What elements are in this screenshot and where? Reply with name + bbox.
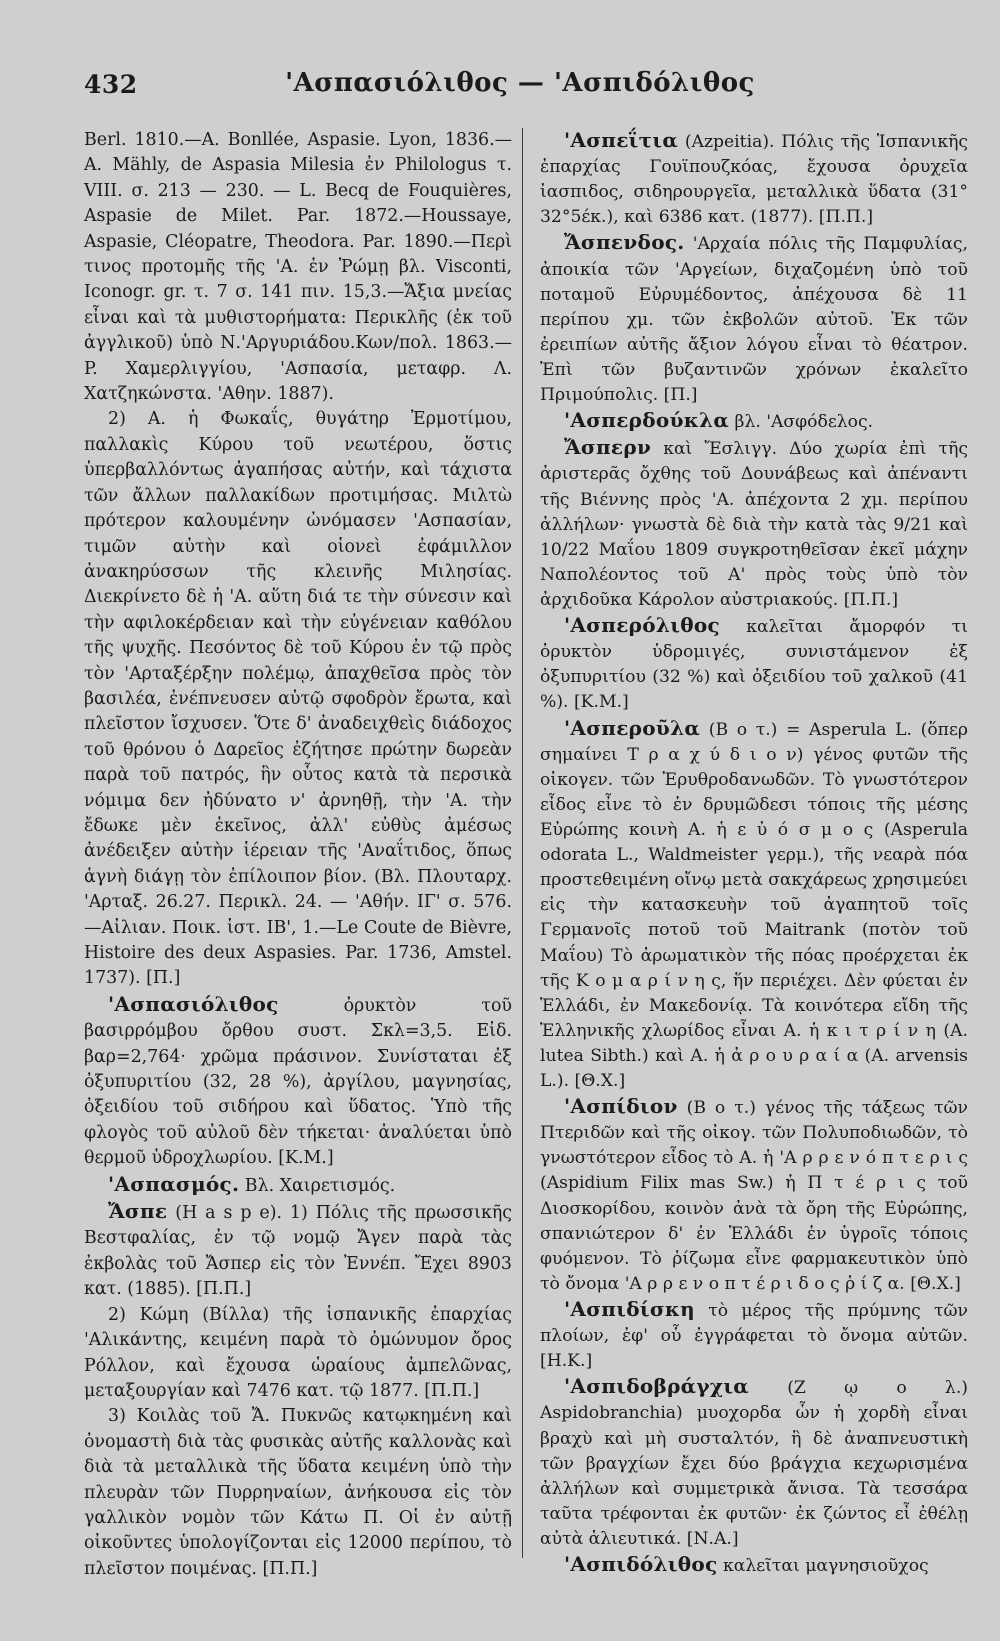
dictionary-entry: [540, 1297, 968, 1374]
dictionary-entry: [540, 1374, 968, 1552]
dictionary-entry: [84, 1172, 512, 1199]
entry-text: καὶ Ἔσλιγγ. Δύο χωρία ἐπὶ τῆς ἀριστερᾶς ὄχθης τοῦ Δουνάβεως καὶ ἀπέναντι τῆς Βιέννης πρὸς 'Α. ἀπέχοντα 2 χμ. περίπου ἀλλήλων· γνωστὰ δὲ διὰ τὴν κατὰ τὰς 9/21 καὶ 10/22 Μαΐου 1809 συγκροτηθεῖσαν ἐκεῖ μάχην Ναπολέοντος τοῦ Α' πρὸς τοὺς ὑπὸ τὸν ἀρχιδοῦκα Κάρολον αὐστριακούς. [Π.Π.]: [540, 439, 968, 610]
entry-headword: Ἄσπενδος.: [564, 230, 685, 255]
entry-headword: 'Ασπασμός.: [108, 1171, 240, 1196]
dictionary-entry: [84, 128, 512, 407]
running-head: [84, 62, 956, 102]
dictionary-entry: [540, 1094, 968, 1297]
entry-text: 2) Κώμη (Βίλλα) τῆς ἱσπανικῆς ἐπαρχίας 'Αλικάντης, κειμένη παρὰ τὸ ὁμώνυμον ὄρος Ρόλλον, καὶ ἔχουσα ὡραίους ἀμπελῶνας, μεταξουργίαν καὶ 7476 κατ. τῷ 1877. [Π.Π.]: [84, 1304, 512, 1401]
entry-headword: Ἄσπε: [108, 1199, 168, 1224]
entry-headword: 'Ασπιδίσκη: [564, 1297, 695, 1322]
entry-headword: 'Ασπιδοβράγχια: [564, 1374, 749, 1399]
left-column: [84, 128, 512, 1582]
header-title: 'Ασπασιόλιθος — 'Ασπιδόλιθος: [285, 68, 755, 98]
entry-headword: 'Ασπιδόλιθος: [564, 1552, 718, 1577]
entry-text: (H a s p e). 1) Πόλις τῆς πρωσσικῆς Βεστφαλίας, ἐν τῷ νομῷ Ἄγεν παρὰ τὰς ἐκβολὰς τοῦ Ἄσπερ εἰς τὸν Ἐννέπ. Ἔχει 8903 κατ. (1885). [Π.Π.]: [84, 1203, 512, 1300]
dictionary-entry: [540, 435, 968, 613]
right-column: [540, 128, 968, 1579]
entry-text: Βλ. Χαιρετισμός.: [239, 1175, 396, 1196]
dictionary-entry: [540, 1552, 968, 1579]
entry-text: Berl. 1810.—A. Bonllée, Aspasie. Lyon, 1836.—A. Mähly, de Aspasia Milesia ἐν Philologus τ. VIII. σ. 213 — 230. — L. Becq de Fouquières, Aspasie de Milet. Par. 1872.—Houssaye, Aspasie, Cléopatre, Theodora. Par. 1890.—Περὶ τινος προτομῆς τῆς 'Α. ἐν Ῥώμῃ βλ. Visconti, Iconogr. gr. τ. 7 σ. 141 πιν. 15,3.—Ἄξια μνείας εἶναι καὶ τὰ μυθιστορήματα: Περικλῆς (ἐκ τοῦ ἀγγλικοῦ) ὑπὸ Ν.'Αργυριάδου.Κων/πολ. 1863.—P. Χαμερλιγγίου, 'Ασπασία, μεταφρ. Λ. Χατζηκώνστα. 'Αθην. 1887).: [84, 130, 512, 405]
entry-text: τὸ μέρος τῆς πρύμνης τῶν πλοίων, ἐφ' οὗ ἐγγράφεται τὸ ὄνομα αὐτῶν. [Η.Κ.]: [540, 1301, 968, 1372]
dictionary-entry: [540, 128, 968, 230]
entry-text: 3) Κοιλὰς τοῦ Ἄ. Πυκνῶς κατῳκημένη καὶ ὀνομαστὴ διὰ τὰς φυσικὰς αὐτῆς καλλονὰς καὶ διὰ τὰ μεταλλικὰ τῆς ὕδατα κειμένη ὑπὸ τὴν πλευρὰν τῶν Πυρρηναίων, ἀνήκουσα εἰς τὸν γαλλικὸν νομὸν τῶν Κάτω Π. Οἱ ἐν αὐτῇ οἰκοῦντες ὑπολογίζονται εἰς 12000 περίπου, τὸ πλεῖστον ποιμένας. [Π.Π.]: [84, 1406, 512, 1579]
entry-text: ὀρυκτὸν τοῦ βασιρρόμβου ὄρθου συστ. Σκλ=3,5. Εἰδ. βαρ=2,764· χρῶμα πράσινον. Συνίσταται ἐξ ὀξυπυριτίου (32, 28 %), ἀργίλου, μαγνησίας, ὀξειδίου τοῦ σιδήρου καὶ ὕδατος. Ὑπὸ τῆς φλογὸς τοῦ αὐλοῦ δὲν τήκεται· ἀναλύεται ὑπὸ θερμοῦ ὑδροχλωρίου. [Κ.Μ.]: [84, 995, 512, 1169]
entry-text: βλ. 'Ασφόδελος.: [729, 412, 874, 433]
dictionary-entry: [540, 230, 968, 408]
entry-text: 'Αρχαία πόλις τῆς Παμφυλίας, ἀποικία τῶν 'Αργείων, διχαζομένη ὑπὸ τοῦ ποταμοῦ Εὐρυμέδοντος, ἀπέχουσα δὲ 11 περίπου χμ. τῶν ἐκβολῶν αὐτοῦ. Ἐκ τῶν ἐρειπίων αὐτῆς ἄξιον λόγου εἶναι τὸ θέατρον. Ἐπὶ τῶν βυζαντινῶν χρόνων ἐκαλεῖτο Πριμούπολις. [Π.]: [540, 234, 968, 406]
dictionary-entry: [540, 613, 968, 715]
entry-headword: 'Ασπεροῦλα: [564, 715, 701, 740]
entry-text: καλεῖται μαγνησιοῦχος: [717, 1556, 929, 1577]
dictionary-entry: [84, 1404, 512, 1582]
entry-headword: 'Ασπερόλιθος: [564, 613, 720, 638]
dictionary-entry: [540, 716, 968, 1095]
entry-headword: 'Ασπεΐτια: [564, 128, 679, 152]
entry-text: (Azpeitia). Πόλις τῆς Ἱσπανικῆς ἐπαρχίας Γουϊπουζκόας, ἔχουσα ὀρυχεῖα ἰασπιδος, σιδηρουργεῖα, μεταλλικὰ ὕδατα (31° 32°5έκ.), καὶ 6386 κατ. (1877). [Π.Π.]: [540, 132, 968, 228]
entry-headword: Ἄσπερν: [564, 435, 652, 460]
dictionary-entry: [84, 407, 512, 991]
entry-text: 2) Α. ἡ Φωκαΐς, θυγάτηρ Ἑρμοτίμου, παλλακὶς Κύρου τοῦ νεωτέρου, ὅστις ὑπερβαλλόντως ἀγαπήσας αὐτήν, καὶ τάχιστα τῶν ἄλλων παλλακίδων προτιμήσας. Μιλτὼ πρότερον καλουμένην ὠνόμασεν 'Ασπασίαν, τιμῶν αὐτὴν καὶ οἱονεὶ ἐφάμιλλον ἀνακηρύσσων τῆς κλεινῆς Μιλησίας. Διεκρίνετο δὲ ἡ 'Α. αὕτη διά τε τὴν σύνεσιν καὶ τὴν αφιλοκέρδειαν καὶ τὴν εὐγένειαν καθόλου τῆς ψυχῆς. Πεσόντος δὲ τοῦ Κύρου ἐν τῷ πρὸς τὸν 'Αρταξέρξην πολέμῳ, ἀπαχθεῖσα πρὸς τὸν βασιλέα, ἐνέπνευσεν αὐτῷ σφοδρὸν ἔρωτα, καὶ πλεῖστον ἴσχυσεν. Ὅτε δ' ἀναδειχθεὶς διάδοχος τοῦ θρόνου ὁ Δαρεῖος ἐζήτησε πρώτην δωρεὰν παρὰ τοῦ πατρός, ἣν οὗτος κατὰ τὰ περσικὰ νόμιμα δεν ἠδύνατο ν' ἀρνηθῇ, τὴν 'Α. τὴν ἔδωκε μὲν ἐκεῖνος, ἀλλ' εὐθὺς ἀμέσως ἀνέδειξεν αὐτὴν ἱέρειαν τῆς 'Αναΐτιδος, ὅπως ἁγνὴ διάγῃ τὸν ἐπίλοιπον βίον. (Βλ. Πλουταρχ. 'Αρταξ. 26.27. Περικλ. 24. — 'Αθήν. ΙΓ' σ. 576.—Αἰλιαν. Ποικ. ἱστ. ΙΒ', 1.—Le Coute de Bièvre, Histoire des deux Aspasies. Par. 1736, Amstel. 1737). [Π.]: [84, 409, 512, 989]
entry-text: καλεῖται ἄμορφόν τι ὀρυκτὸν ὑδρομιγές, συνιστάμενον ἐξ ὀξυπυριτίου (32 %) καὶ ὀξειδίου τοῦ χαλκοῦ (41 %). [Κ.Μ.]: [540, 617, 968, 713]
entry-headword: 'Ασπίδιον: [564, 1094, 678, 1119]
dictionary-entry: [84, 992, 512, 1172]
column-divider: [522, 128, 523, 1558]
entry-text: (Β ο τ.) = Asperula L. (ὅπερ σημαίνει Τ ρ α χ ύ δ ι ο ν) γένος φυτῶν τῆς οἰκογεν. τῶν Ἐρυθροδανωδῶν. Τὸ γνωστότερον εἶδος εἶνε τὸ ἐν δρυμῶδεσι τόποις τῆς μέσης Εὐρώπης κοινὴ Α. ἡ ε ὐ ό σ μ ο ς (Asperula odorata L., Waldmeister γερμ.), τῆς νεαρὰ πόα προστεθειμένη οἴνῳ μετὰ σακχάρεως χρησιμεύει εἰς τὴν κατασκευὴν τοῦ ἀγαπητοῦ τοῖς Γερμανοῖς ποτοῦ τοῦ Maitrank (ποτὸν τοῦ Μαΐου) Τὸ ἀρωματικὸν τῆς πόας προέρχεται ἐκ τῆς Κ ο μ α ρ ί ν η ς, ἥν περιέχει. Δὲν φύεται ἐν Ἑλλάδι, ἐν Μακεδονίᾳ. Τὰ κοινότερα εἴδη τῆς Ἑλληνικῆς χλωρίδος εἶναι Α. ἡ κ ι τ ρ ί ν η (A. lutea Sibth.) καὶ Α. ἡ ἀ ρ ο υ ρ α ί α (A. arvensis L.). [Θ.Χ.]: [540, 719, 968, 1092]
dictionary-entry: [84, 1303, 512, 1405]
entry-text: (Ζ ῳ ο λ.) Aspidobranchia) μυοχορδα ὧν ἡ χορδὴ εἶναι βραχὺ καὶ μὴ συσταλτόν, ἣ δὲ ἀναπνευστικὴ τῶν βραγχίων ἔχει δύο βράγχια κεχωρισμένα ἀλλήλων καὶ συμμετρικὰ ἄνισα. Τὰ τεσσάρα ταῦτα τρέφονται ἐκ φυτῶν· ἐκ ζώντος εἶ ἐθέλῃ αὐτὰ ἁλιευτικά. [Ν.Α.]: [540, 1378, 968, 1550]
entry-headword: 'Ασπασιόλιθος: [108, 991, 279, 1016]
entry-text: (Β ο τ.) γένος τῆς τάξεως τῶν Πτεριδῶν καὶ τῆς οἰκογ. τῶν Πολυποδιωδῶν, τὸ γνωστότερον εἶδος τὸ Α. ἡ 'Α ρ ρ ε ν ό π τ ε ρ ι ς (Aspidium Filix mas Sw.) ἡ Π τ έ ρ ι ς τοῦ Διοσκορίδου, κοινὸν ἀνὰ τὰ ὄρη τῆς Εὐρώπης, σπανιώτερον δ' ἐν Ἑλλάδι ἐν ὑγροῖς τόποις φυόμενον. Τὸ ῥίζωμα εἶνε φαρμακευτικὸν ὑπὸ τὸ ὄνομα 'Α ρ ρ ε ν ο π τ έ ρ ι δ ο ς ῥ ί ζ α. [Θ.Χ.]: [540, 1098, 968, 1294]
entry-headword: 'Ασπερδούκλα: [564, 408, 730, 433]
dictionary-entry: [540, 408, 968, 435]
page-number: 432: [84, 70, 138, 99]
dictionary-entry: [84, 1199, 512, 1303]
